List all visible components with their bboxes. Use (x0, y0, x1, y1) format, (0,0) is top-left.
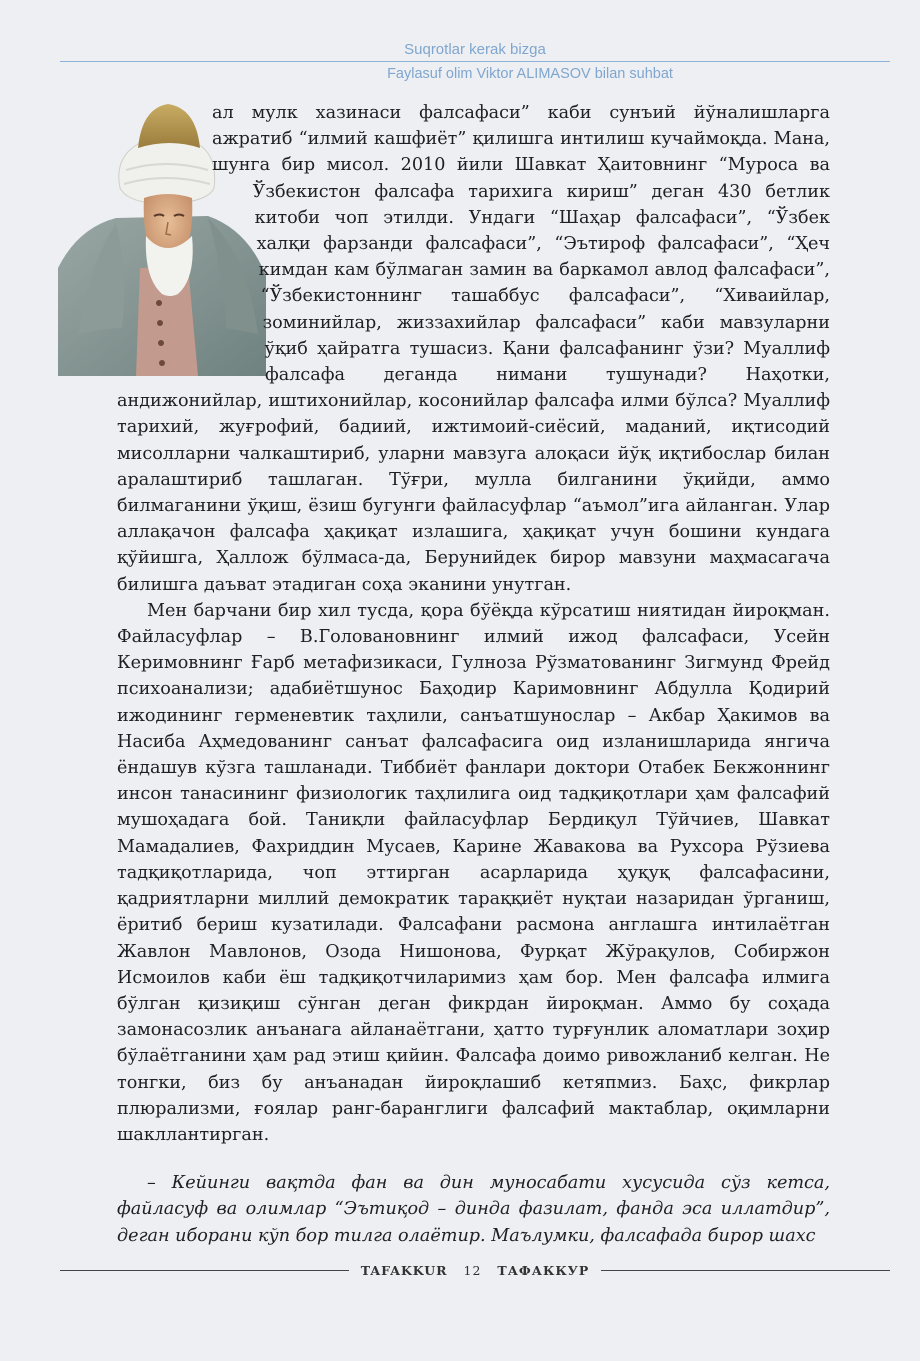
header-rule (60, 61, 890, 62)
footer-rule-left (60, 1270, 349, 1271)
paragraph-2: Мен барчани бир хил тусда, қора бўёқда кўрсатиш ниятидан йироқман. Файласуфлар – В.Головановнинг илмий ижод фалсафаси, Усейн Керимовнинг Ғарб метафизикаси, Гулноза Рўзматованинг Зигмунд Фрейд психоанализи; адабиётшунос Баҳодир Каримовнинг Абдулла Қодирий ижодининг герменевтик таҳлили, санъатшунослар – Акбар Ҳакимов ва Насиба Аҳмедованинг санъат фалсафасига оид изланишларида янгича ёндашув кўзга ташланади. Тиббиёт фанлари доктори Отабек Бекжоннинг инсон танасининг физиологик таҳлилига оид тадқиқотлари ҳам фалсафий мушоҳадага бой. Таниқли файласуфлар Бердиқул Тўйчиев, Шавкат Мамадалиев, Фахриддин Мусаев, Карине Жавакова ва Рухсора Рўзиева тадқиқотларида, чоп эттирган асарларида ҳуқуқ фалсафасини, қадриятларни миллий демократик тараққиёт нуқтаи назаридан ўрганиш, ёритиб бериш кузатилади. Фалсафани расмона англашга интилаётган Жавлон Мавлонов, Озода Нишонова, Фурқат Жўрақулов, Собиржон Исмоилов каби ёш тадқиқотчиларимиз ҳам бор. Мен фалсафа илмига бўлган қизиқиш сўнган деган фикрдан йироқман. Аммо бу соҳада замонасозлик анъанага айланаётгани, ҳатто турғунлик аломатлари зоҳир бўлаётганини ҳам рад этиш қийин. Фалсафа доимо ривожланиб келган. Не тонгки, биз бу анъанадан йироқлашиб кетяпмиз. Баҳс, фикрлар плюрализми, ғоялар ранг-баранглиги фалсафий мактаблар, оқимларни шакллантирган. (117, 600, 830, 1145)
footer-label-cyrillic: ТАФАККУР (497, 1262, 590, 1278)
footer-rule-right (601, 1270, 890, 1271)
interview-subtitle: Faylasuf olim Viktor ALIMASOV bilan suhbat (387, 66, 673, 82)
section-title: Suqrotlar kerak bizga (404, 41, 546, 58)
interview-question: – Кейинги вақтда фан ва дин муносабати хусусида сўз кетса, файласуф ва олимлар “Эътиқод – динда фазилат, фанда эса иллатдир”, деган иборани кўп бор тилга олаётир. Маълумки, фалсафада бирор шахс (117, 1173, 830, 1246)
page-number: 12 (463, 1262, 482, 1278)
paragraph-1: ал мулк хазинаси фалсафаси” каби сунъий йўналишларга ажратиб “илмий кашфиёт” қилишга интилиш кучаймоқда. Мана, шунга бир мисол. 2010 йили Шавкат Ҳаитовнинг “Муроса ва Ўзбекистон фалсафа тарихига кириш” деган 430 бетлик китоби чоп этилди. Ундаги “Шаҳар фалсафаси”, “Ўзбек халқи фарзанди фалсафаси”, “Эътироф фалсафаси”, “Ҳеч кимдан кам бўлмаган замин ва баркамол авлод фалсафаси”, “Ўзбекистоннинг ташаббус фалсафаси”, “Хиваийлар, зоминийлар, жиззахийлар фалсафаси” каби мавзуларни ўқиб ҳайратга тушасиз. Қани фалсафанинг ўзи? Муаллиф фалсафа деганда нимани тушунади? Наҳотки, андижонийлар, иштихонийлар, косонийлар фалсафа илми бўлса? Муаллиф тарихий, жуғрофий, бадиий, ижтимоий-сиёсий, маданий, иқтисодий мисолларни чалкаштириб, уларни мавзуга алоқаси йўқ иқтибослар билан аралаштириб ташлаган. Тўғри, мулла билганини ўқийди, аммо билмаганини ўқиш, ёзиш бугунги файласуфлар “аъмол”ига айланган. Улар аллақачон фалсафа ҳақиқат излашига, ҳақиқат учун бошини кундага қўйишга, Ҳаллож бўлмаса-да, Берунийдек бирор мавзуни маҳмасагача билишга даъват этадиган соҳа эканини унутган. (117, 103, 830, 595)
article-body (117, 100, 830, 1249)
running-head (60, 40, 890, 83)
page-footer (60, 1258, 890, 1282)
footer-label-latin: TAFAKKUR (360, 1262, 448, 1278)
